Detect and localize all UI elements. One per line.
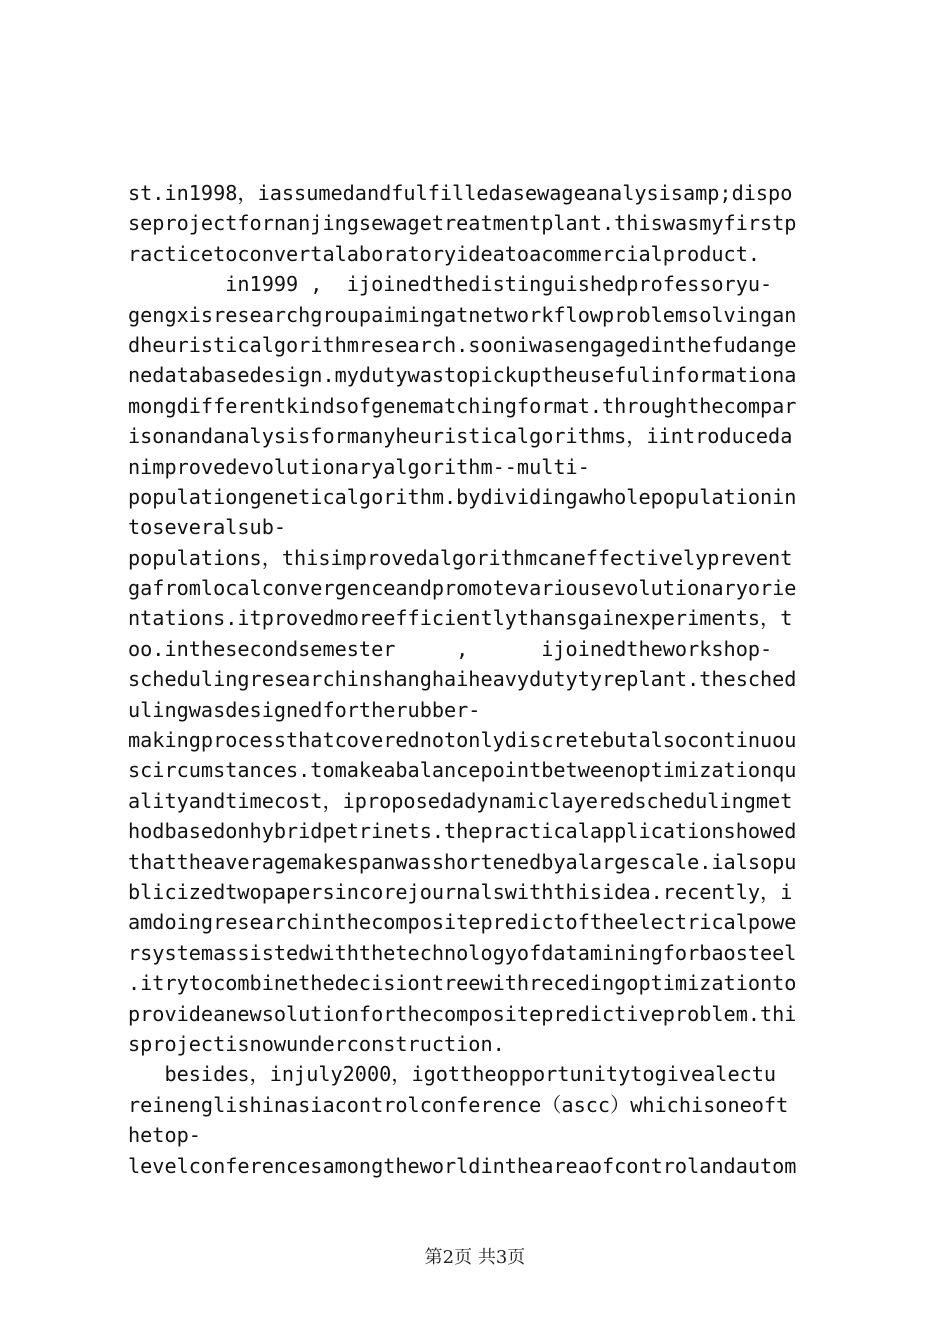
text-line: nimprovedevolutionaryalgorithm--multi- [128,454,590,479]
page-number-footer: 第2页 共3页 [424,1247,526,1268]
text-line: gafromlocalconvergenceandpromotevariousevolutionaryorie [128,576,797,601]
text-line: seprojectfornanjingsewagetreatmentplant.thiswasmyfirstp [128,211,797,236]
text-line: alityandtimecost，iproposedadynamiclayeredschedulingmet [128,788,793,813]
text-line: gengxisresearchgroupaimingatnetworkflowproblemsolvingan [128,302,797,327]
text-line: oo.inthesecondsemester , ijoinedtheworkshop- [128,636,773,661]
text-line: isonandanalysisformanyheuristicalgorithms，iintroduceda [128,424,793,449]
text-line: .itrytocombinethedecisiontreewithrecedingoptimizationto [128,971,797,996]
text-line: thattheaveragemakespanwasshortenedbyalargescale.ialsopu [128,849,797,874]
text-line: hodbasedonhybridpetrinets.thepracticalapplicationshowed [128,819,797,844]
text-line: reinenglishinasiacontrolconference（ascc）whichisoneoft [128,1092,789,1117]
text-line: nedatabasedesign.mydutywastopickuptheusefulinformationa [128,363,797,388]
text-line: racticetoconvertalaboratoryideatoacommercialproduct. [128,241,761,266]
text-line: toseveralsub- [128,515,287,540]
text-line: scircumstances.tomakeabalancepointbetweenoptimizationqu [128,758,797,783]
text-line: rsystemassistedwiththetechnologyofdataminingforbaosteel [128,940,797,965]
text-line: mongdifferentkindsofgenematchingformat.throughthecompar [128,393,797,418]
text-line: provideanewsolutionforthecompositepredictiveproblem.thi [128,1001,797,1026]
text-line: schedulingresearchinshanghaiheavydutytyreplant.thesched [128,667,797,692]
text-line: amdoingresearchinthecompositepredictoftheelectricalpowe [128,910,797,935]
text-line: populationgeneticalgorithm.bydividingawholepopulationin [128,484,797,509]
text-line: populations，thisimprovedalgorithmcaneffectivelyprevent [128,545,793,570]
body-text [128,178,833,1181]
text-line: sprojectisnowunderconstruction. [128,1031,505,1056]
text-line: besides，injuly2000，igottheopportunitytogivealectu [128,1062,777,1087]
text-line: st.in1998，iassumedandfulfilledasewageanalysisamp;dispo [128,181,793,205]
text-line: blicizedtwopapersincorejournalswiththisidea.recently，i [128,879,793,904]
text-line: dheuristicalgorithmresearch.sooniwasengagedinthefudange [128,332,797,357]
text-line: levelconferencesamongtheworldintheareaofcontrolandautom [128,1153,797,1178]
text-line: ntations.itprovedmoreefficientlythansgainexperiments，t [128,606,793,631]
text-line: ulingwasdesignedfortherubber- [128,697,481,722]
text-line: in1999 , ijoinedthedistinguishedprofessoryu- [128,272,773,297]
text-line: hetop- [128,1123,201,1148]
text-line: makingprocessthatcoverednotonlydiscretebutalsocontinuou [128,728,797,753]
